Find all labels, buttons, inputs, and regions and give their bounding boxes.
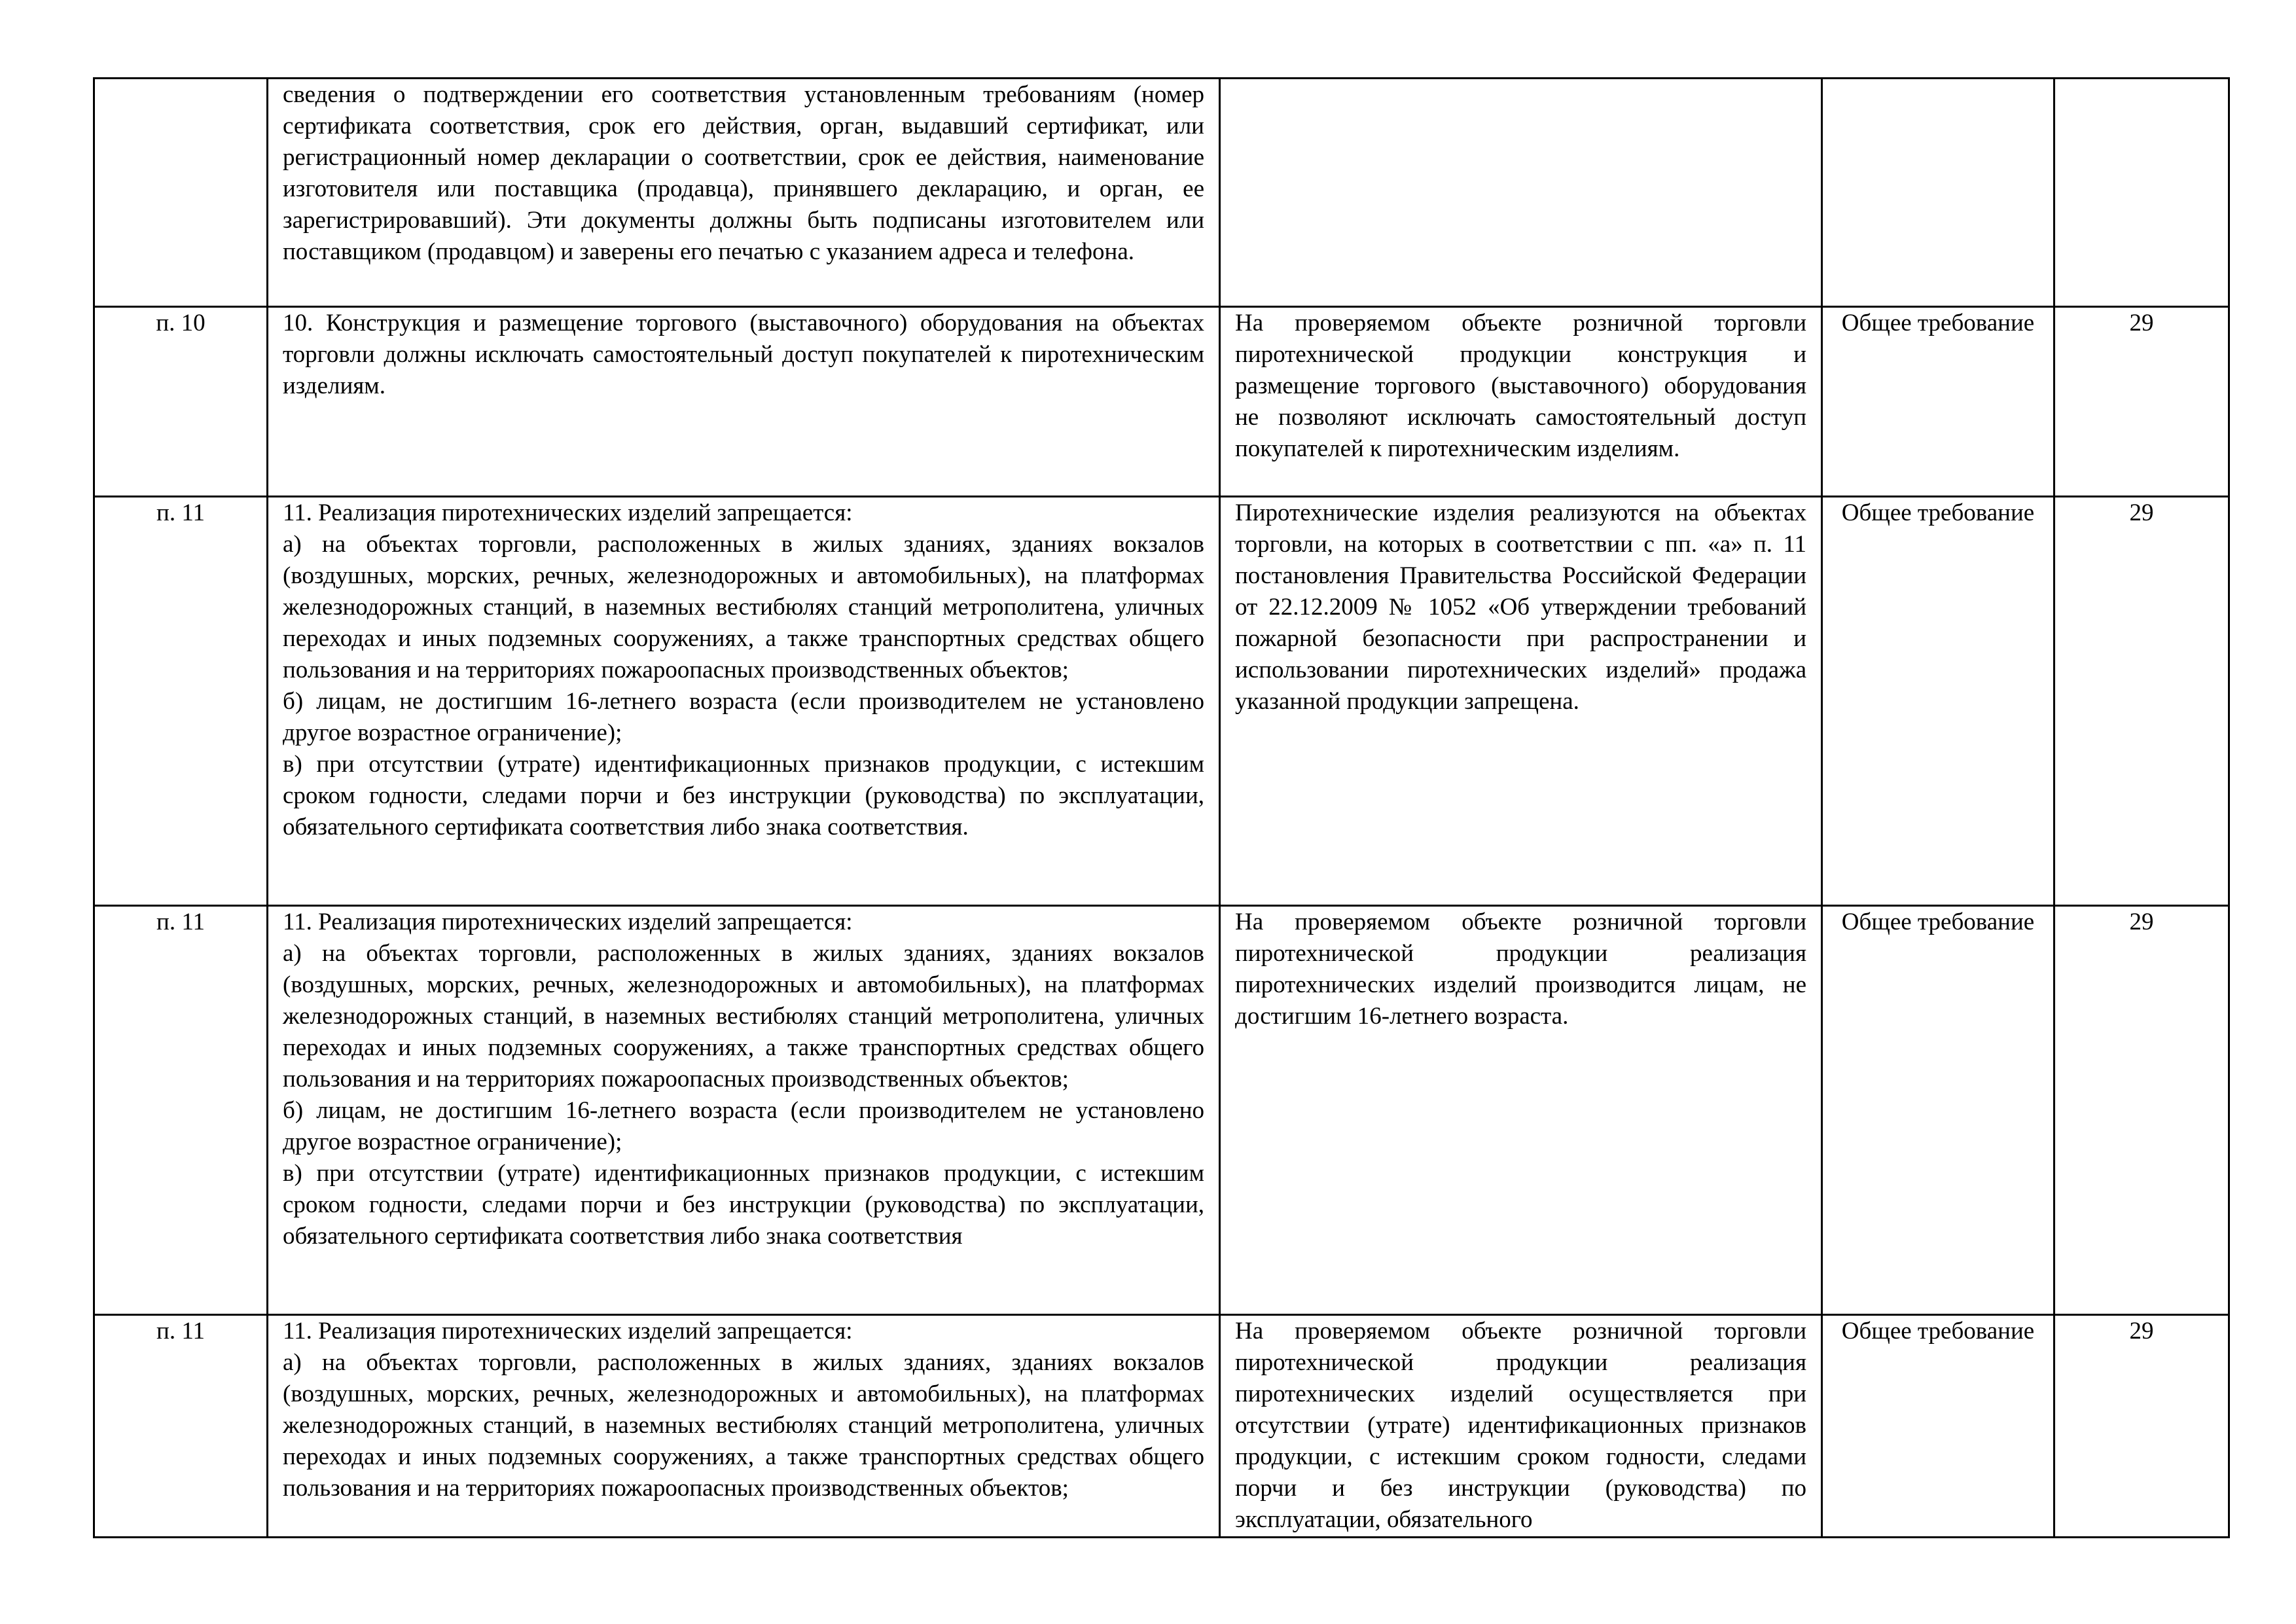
page-ref-cell: 29 bbox=[2054, 906, 2229, 1315]
requirement-text: 10. Конструкция и размещение торгового (выставочного) оборудования на объектах торговли должны исключать самостоятельный доступ покупателей к пиротехническим изделиям. bbox=[283, 310, 1204, 399]
page-ref-cell: 29 bbox=[2054, 1315, 2229, 1538]
table-row bbox=[94, 906, 2229, 1315]
finding-text: Пиротехнические изделия реализуются на объектах торговли, на которых в соответствии с пп. «а» п. 11 постановления Правительства Российской Федерации от 22.12.2009 № 1052 «Об утверждении требований пожарной безопасности при распространении и использовании пиротехнических изделий» продажа указанной продукции запрещена. bbox=[1235, 499, 1806, 715]
requirement-text: 11. Реализация пиротехнических изделий запрещается: а) на объектах торговли, расположенных в жилых зданиях, зданиях вокзалов (воздушных, морских, речных, железнодорожных и автомобильных), на платформах железнодорожных станций, в наземных вестибюлях станций метрополитена, уличных переходах и иных подземных сооружениях, а также транспортных средствах общего пользования и на территориях пожароопасных производственных объектов; bbox=[283, 1318, 1204, 1502]
requirement-cell bbox=[268, 497, 1220, 906]
category-cell: Общее требование bbox=[1822, 906, 2054, 1315]
table-row bbox=[94, 79, 2229, 307]
requirement-cell bbox=[268, 1315, 1220, 1538]
requirement-text: 11. Реализация пиротехнических изделий запрещается: а) на объектах торговли, расположенных в жилых зданиях, зданиях вокзалов (воздушных, морских, речных, железнодорожных и автомобильных), на платформах железнодорожных станций, в наземных вестибюлях станций метрополитена, уличных переходах и иных подземных сооружениях, а также транспортных средствах общего пользования и на территориях пожароопасных производственных объектов; б) лицам, не достигшим 16-летнего возраста (если производителем не установлено другое возрастное ограничение); в) при отсутствии (утрате) идентификационных признаков продукции, с истекшим сроком годности, следами порчи и без инструкции (руководства) по эксплуатации, обязательного сертификата соответствия либо знака соответствия. bbox=[283, 499, 1204, 840]
requirement-cell bbox=[268, 79, 1220, 307]
point-cell: п. 11 bbox=[94, 497, 268, 906]
table-row bbox=[94, 497, 2229, 906]
finding-cell bbox=[1220, 79, 1822, 307]
finding-text: На проверяемом объекте розничной торговли пиротехнической продукции реализация пиротехнических изделий осуществляется при отсутствии (утрате) идентификационных признаков продукции, с истекшим сроком годности, следами порчи и без инструкции (руководства) по эксплуатации, обязательного bbox=[1235, 1318, 1806, 1533]
category-cell bbox=[1822, 79, 2054, 307]
finding-cell bbox=[1220, 1315, 1822, 1538]
table-row bbox=[94, 1315, 2229, 1538]
requirements-table bbox=[93, 77, 2230, 1538]
page-ref-cell: 29 bbox=[2054, 307, 2229, 497]
finding-text: На проверяемом объекте розничной торговли пиротехнической продукции конструкция и размещение торгового (выставочного) оборудования не позволяют исключать самостоятельный доступ покупателей к пиротехническим изделиям. bbox=[1235, 310, 1806, 462]
category-cell: Общее требование bbox=[1822, 497, 2054, 906]
point-cell: п. 11 bbox=[94, 906, 268, 1315]
point-cell bbox=[94, 79, 268, 307]
point-cell: п. 11 bbox=[94, 1315, 268, 1538]
category-cell: Общее требование bbox=[1822, 307, 2054, 497]
requirement-text: сведения о подтверждении его соответствия установленным требованиям (номер сертификата соответствия, срок его действия, орган, выдавший сертификат, или регистрационный номер декларации о соответствии, срок ее действия, наименование изготовителя или поставщика (продавца), принявшего декларацию, и орган, ее зарегистрировавший). Эти документы должны быть подписаны изготовителем или поставщиком (продавцом) и заверены его печатью с указанием адреса и телефона. bbox=[283, 81, 1204, 265]
page-ref-cell: 29 bbox=[2054, 497, 2229, 906]
requirement-cell bbox=[268, 906, 1220, 1315]
category-cell: Общее требование bbox=[1822, 1315, 2054, 1538]
requirement-text: 11. Реализация пиротехнических изделий запрещается: а) на объектах торговли, расположенных в жилых зданиях, зданиях вокзалов (воздушных, морских, речных, железнодорожных и автомобильных), на платформах железнодорожных станций, в наземных вестибюлях станций метрополитена, уличных переходах и иных подземных сооружениях, а также транспортных средствах общего пользования и на территориях пожароопасных производственных объектов; б) лицам, не достигшим 16-летнего возраста (если производителем не установлено другое возрастное ограничение); в) при отсутствии (утрате) идентификационных признаков продукции, с истекшим сроком годности, следами порчи и без инструкции (руководства) по эксплуатации, обязательного сертификата соответствия либо знака соответствия bbox=[283, 909, 1204, 1250]
requirement-cell bbox=[268, 307, 1220, 497]
page-ref-cell bbox=[2054, 79, 2229, 307]
point-cell: п. 10 bbox=[94, 307, 268, 497]
finding-cell bbox=[1220, 307, 1822, 497]
finding-cell bbox=[1220, 497, 1822, 906]
finding-cell bbox=[1220, 906, 1822, 1315]
finding-text: На проверяемом объекте розничной торговли пиротехнической продукции реализация пиротехнических изделий производится лицам, не достигшим 16-летнего возраста. bbox=[1235, 909, 1806, 1030]
table-row bbox=[94, 307, 2229, 497]
